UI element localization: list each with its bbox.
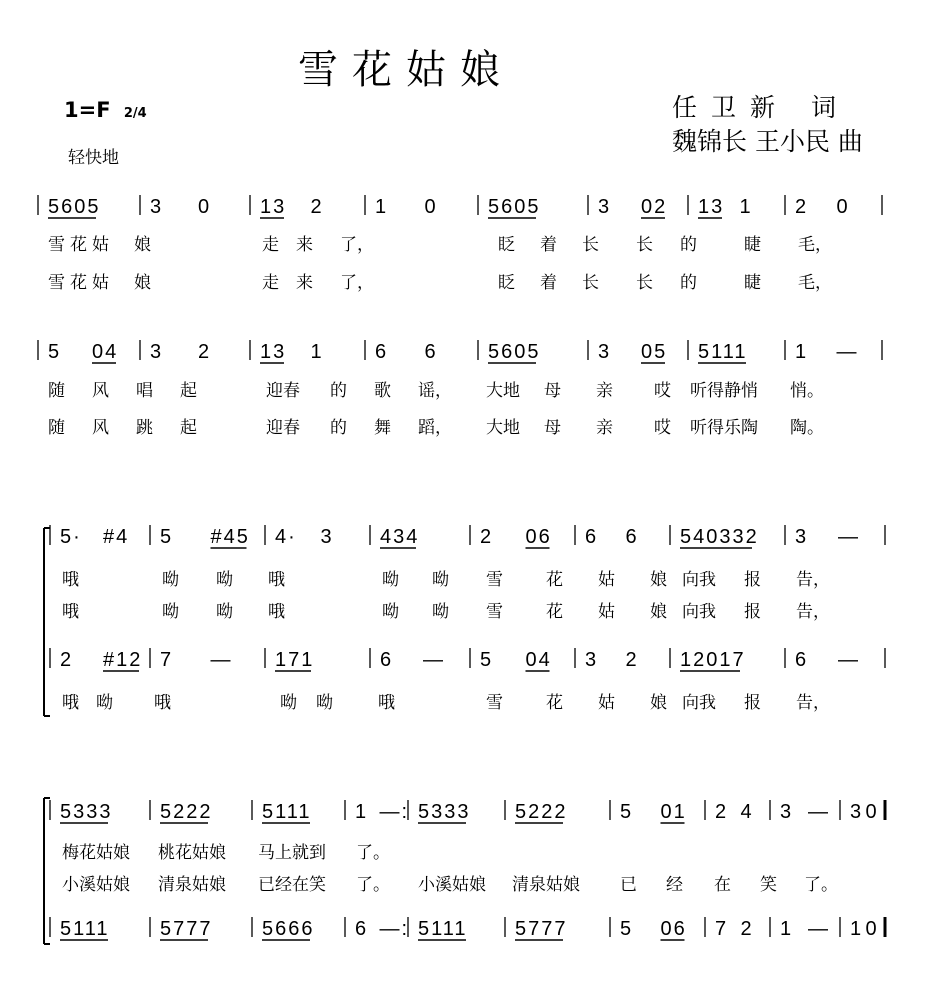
- lyric-syllable: 来: [296, 273, 313, 293]
- lyric-syllable: 了。: [356, 843, 390, 863]
- lyric-syllable: 睫: [744, 273, 761, 293]
- notation-token: 5: [160, 526, 174, 548]
- notation-token: 3: [150, 341, 164, 363]
- lyric-syllable: 花: [70, 273, 87, 293]
- notation-token: 1: [310, 341, 324, 363]
- notation-token: 5777: [160, 918, 213, 940]
- lyric-syllable: 娘: [650, 602, 667, 622]
- lyric-syllable: 走: [262, 273, 279, 293]
- notation-token: 04: [525, 649, 552, 671]
- lyric-syllable: 哦: [62, 570, 79, 590]
- notation-token: 5666: [262, 918, 315, 940]
- lyric-syllable: 眨: [498, 273, 515, 293]
- notation-token: 1: [739, 196, 753, 218]
- lyric-syllable: 随: [48, 381, 65, 401]
- notation-token: —: [423, 649, 445, 671]
- lyric-syllable: 长: [636, 235, 653, 255]
- lyric-syllable: 呦: [382, 570, 399, 590]
- lyric-syllable: 哦: [62, 693, 79, 713]
- song-title: 雪花姑娘: [298, 47, 514, 93]
- notation-token: —: [838, 649, 860, 671]
- notation-token: —: [838, 526, 860, 548]
- lyric-syllable: 姑: [92, 273, 109, 293]
- notation-token: #45: [210, 526, 250, 548]
- lyric-syllable: 迎春: [266, 381, 300, 401]
- notation-token: —:: [379, 918, 410, 940]
- lyric-syllable: 报: [744, 602, 761, 622]
- notation-token: 2: [60, 649, 74, 671]
- lyric-syllable: 已: [620, 875, 637, 895]
- lyric-syllable: 告，: [796, 570, 830, 590]
- notation-token: 06: [525, 526, 552, 548]
- lyric-syllable: 毛，: [798, 273, 832, 293]
- notation-token: 1: [375, 196, 389, 218]
- lyric-syllable: 向我: [682, 693, 716, 713]
- lyric-syllable: 呦: [432, 570, 449, 590]
- notation-token: 4·: [275, 526, 297, 548]
- notation-token: 7: [160, 649, 174, 671]
- lyric-syllable: 雪: [48, 235, 65, 255]
- lyric-syllable: 歌: [374, 381, 391, 401]
- notation-token: 3: [780, 801, 794, 823]
- notation-token: 5·: [60, 526, 82, 548]
- notation-token: 5333: [60, 801, 113, 823]
- lyric-syllable: 已经在笑: [258, 875, 326, 895]
- lyric-syllable: 马上就到: [258, 843, 326, 863]
- notation-token: 01: [660, 801, 687, 823]
- lyric-syllable: 姑: [598, 570, 615, 590]
- lyric-syllable: 呦: [432, 602, 449, 622]
- lyric-syllable: 长: [582, 273, 599, 293]
- lyric-syllable: 呦: [382, 602, 399, 622]
- notation-token: 0: [836, 196, 850, 218]
- lyric-syllable: 风: [92, 381, 109, 401]
- lyric-syllable: 向我: [682, 602, 716, 622]
- lyric-syllable: 的: [330, 418, 347, 438]
- lyric-syllable: 清泉姑娘: [158, 875, 226, 895]
- notation-token: 6: [625, 526, 639, 548]
- notation-token: 02: [641, 196, 668, 218]
- lyric-syllable: 母: [544, 418, 561, 438]
- lyric-syllable: 跳: [136, 418, 153, 438]
- key-label: 1=F: [64, 98, 111, 122]
- notation-token: #4: [103, 526, 130, 548]
- lyric-syllable: 的: [680, 273, 697, 293]
- lyric-syllable: 听得乐陶: [690, 418, 758, 438]
- notation-token: 5: [48, 341, 62, 363]
- lyric-syllable: 了。: [356, 875, 390, 895]
- lyric-syllable: 陶。: [790, 418, 824, 438]
- notation-token: 6: [424, 341, 438, 363]
- notation-token: 5222: [515, 801, 568, 823]
- notation-token: —: [210, 649, 233, 671]
- notation-token: 3: [320, 526, 334, 548]
- notation-token: 13: [260, 196, 287, 218]
- notation-token: 2: [625, 649, 639, 671]
- notation-token: 5111: [262, 801, 312, 823]
- lyric-syllable: 舞: [374, 418, 391, 438]
- notation-token: 0: [865, 918, 879, 940]
- lyric-syllable: 来: [296, 235, 313, 255]
- notation-token: —: [808, 801, 830, 823]
- lyric-syllable: 起: [180, 381, 197, 401]
- lyric-syllable: 哦: [378, 693, 395, 713]
- lyric-syllable: 花: [546, 570, 563, 590]
- notation-token: 7: [715, 918, 729, 940]
- lyric-syllable: 告，: [796, 693, 830, 713]
- notation-token: —: [808, 918, 830, 940]
- notation-token: 5111: [698, 341, 748, 363]
- notation-token: 1: [850, 918, 864, 940]
- notation-token: #12: [103, 649, 143, 671]
- notation-token: 5: [620, 918, 634, 940]
- notation-token: 5605: [48, 196, 101, 218]
- lyric-syllable: 着: [540, 273, 557, 293]
- lyric-syllable: 亲: [596, 418, 613, 438]
- notation-token: 04: [92, 341, 119, 363]
- notation-token: 0: [865, 801, 879, 823]
- lyric-syllable: 着: [540, 235, 557, 255]
- notation-token: 5: [620, 801, 634, 823]
- notation-token: 6: [375, 341, 389, 363]
- lyric-syllable: 毛，: [798, 235, 832, 255]
- lyric-syllable: 哦: [268, 570, 285, 590]
- lyric-syllable: 母: [544, 381, 561, 401]
- lyric-syllable: 走: [262, 235, 279, 255]
- time-signature: 2/4: [123, 106, 147, 121]
- lyric-syllable: 雪: [486, 693, 503, 713]
- lyric-syllable: 哎: [654, 418, 671, 438]
- lyric-syllable: 呦: [316, 693, 333, 713]
- lyric-syllable: 呦: [162, 570, 179, 590]
- notation-token: 434: [380, 526, 420, 548]
- notation-token: 6: [380, 649, 394, 671]
- lyric-syllable: 了，: [340, 273, 374, 293]
- notation-token: 3: [795, 526, 809, 548]
- notation-token: 2: [310, 196, 324, 218]
- lyric-syllable: 的: [330, 381, 347, 401]
- tempo-marking: 轻快地: [68, 148, 119, 168]
- notation-token: 5111: [60, 918, 110, 940]
- lyric-syllable: 花: [546, 602, 563, 622]
- notation-token: 1: [355, 801, 369, 823]
- notation-token: —:: [379, 801, 410, 823]
- notation-token: 3: [598, 341, 612, 363]
- lyric-syllable: 在: [714, 875, 731, 895]
- lyric-syllable: 蹈，: [418, 418, 452, 438]
- lyric-syllable: 花: [70, 235, 87, 255]
- lyric-syllable: 桃花姑娘: [158, 843, 226, 863]
- lyric-syllable: 呦: [216, 602, 233, 622]
- lyric-syllable: 报: [744, 570, 761, 590]
- lyric-syllable: 姑: [598, 602, 615, 622]
- notation-token: 2: [480, 526, 494, 548]
- lyric-syllable: 小溪姑娘: [62, 875, 130, 895]
- lyric-syllable: 告，: [796, 602, 830, 622]
- lyric-syllable: 起: [180, 418, 197, 438]
- notation-token: 5333: [418, 801, 471, 823]
- lyric-syllable: 哎: [654, 381, 671, 401]
- notation-token: 3: [850, 801, 864, 823]
- lyric-syllable: 了。: [804, 875, 838, 895]
- notation-token: 05: [641, 341, 668, 363]
- notation-token: —: [836, 341, 859, 363]
- lyric-syllable: 眨: [498, 235, 515, 255]
- lyric-syllable: 报: [744, 693, 761, 713]
- lyric-syllable: 哦: [268, 602, 285, 622]
- notation-token: 06: [660, 918, 687, 940]
- lyric-syllable: 大地: [486, 418, 520, 438]
- lyric-syllable: 雪: [48, 273, 65, 293]
- notation-token: 171: [275, 649, 315, 671]
- lyric-syllable: 向我: [682, 570, 716, 590]
- lyric-syllable: 哦: [154, 693, 171, 713]
- lyric-syllable: 经: [666, 875, 683, 895]
- lyric-syllable: 呦: [216, 570, 233, 590]
- notation-token: 5111: [418, 918, 468, 940]
- notation-token: 1: [795, 341, 809, 363]
- lyric-syllable: 呦: [280, 693, 297, 713]
- notation-token: 2: [740, 918, 754, 940]
- lyric-syllable: 呦: [96, 693, 113, 713]
- lyricist-credit: 任卫新 词: [672, 93, 850, 122]
- lyric-syllable: 梅花姑娘: [62, 843, 130, 863]
- notation-token: 0: [424, 196, 438, 218]
- lyric-syllable: 亲: [596, 381, 613, 401]
- lyric-syllable: 花: [546, 693, 563, 713]
- lyric-syllable: 娘: [134, 235, 151, 255]
- lyric-syllable: 长: [636, 273, 653, 293]
- notation-token: 3: [585, 649, 599, 671]
- composer-credit: 魏锦长 王小民 曲: [672, 127, 863, 156]
- lyric-syllable: 雪: [486, 570, 503, 590]
- notation-token: 3: [150, 196, 164, 218]
- notation-token: 6: [795, 649, 809, 671]
- notation-token: 2: [715, 801, 729, 823]
- lyric-syllable: 娘: [650, 570, 667, 590]
- lyric-syllable: 清泉姑娘: [512, 875, 580, 895]
- notation-token: 5: [480, 649, 494, 671]
- notation-token: 0: [198, 196, 212, 218]
- lyric-syllable: 娘: [134, 273, 151, 293]
- lyric-syllable: 听得静悄: [690, 381, 758, 401]
- notation-token: 4: [740, 801, 754, 823]
- lyric-syllable: 笑: [760, 875, 777, 895]
- lyric-syllable: 谣，: [418, 381, 452, 401]
- lyric-syllable: 的: [680, 235, 697, 255]
- notation-token: 540332: [680, 526, 759, 548]
- lyric-syllable: 迎春: [266, 418, 300, 438]
- lyric-syllable: 悄。: [790, 381, 824, 401]
- notation-token: 12017: [680, 649, 746, 671]
- lyric-syllable: 唱: [136, 381, 153, 401]
- notation-token: 5605: [488, 196, 541, 218]
- notation-token: 6: [585, 526, 599, 548]
- lyric-syllable: 哦: [62, 602, 79, 622]
- lyric-syllable: 雪: [486, 602, 503, 622]
- notation-token: 5222: [160, 801, 213, 823]
- lyric-syllable: 姑: [92, 235, 109, 255]
- lyric-syllable: 娘: [650, 693, 667, 713]
- lyric-syllable: 大地: [486, 381, 520, 401]
- notation-token: 2: [795, 196, 809, 218]
- lyric-syllable: 长: [582, 235, 599, 255]
- notation-token: 13: [698, 196, 725, 218]
- notation-token: 5777: [515, 918, 568, 940]
- lyric-syllable: 呦: [162, 602, 179, 622]
- lyric-syllable: 睫: [744, 235, 761, 255]
- lyric-syllable: 了，: [340, 235, 374, 255]
- notation-token: 13: [260, 341, 287, 363]
- notation-token: 5605: [488, 341, 541, 363]
- lyric-syllable: 风: [92, 418, 109, 438]
- lyric-syllable: 随: [48, 418, 65, 438]
- lyric-syllable: 小溪姑娘: [418, 875, 486, 895]
- lyric-syllable: 姑: [598, 693, 615, 713]
- notation-token: 2: [198, 341, 212, 363]
- notation-token: 1: [780, 918, 794, 940]
- notation-token: 6: [355, 918, 369, 940]
- notation-token: 3: [598, 196, 612, 218]
